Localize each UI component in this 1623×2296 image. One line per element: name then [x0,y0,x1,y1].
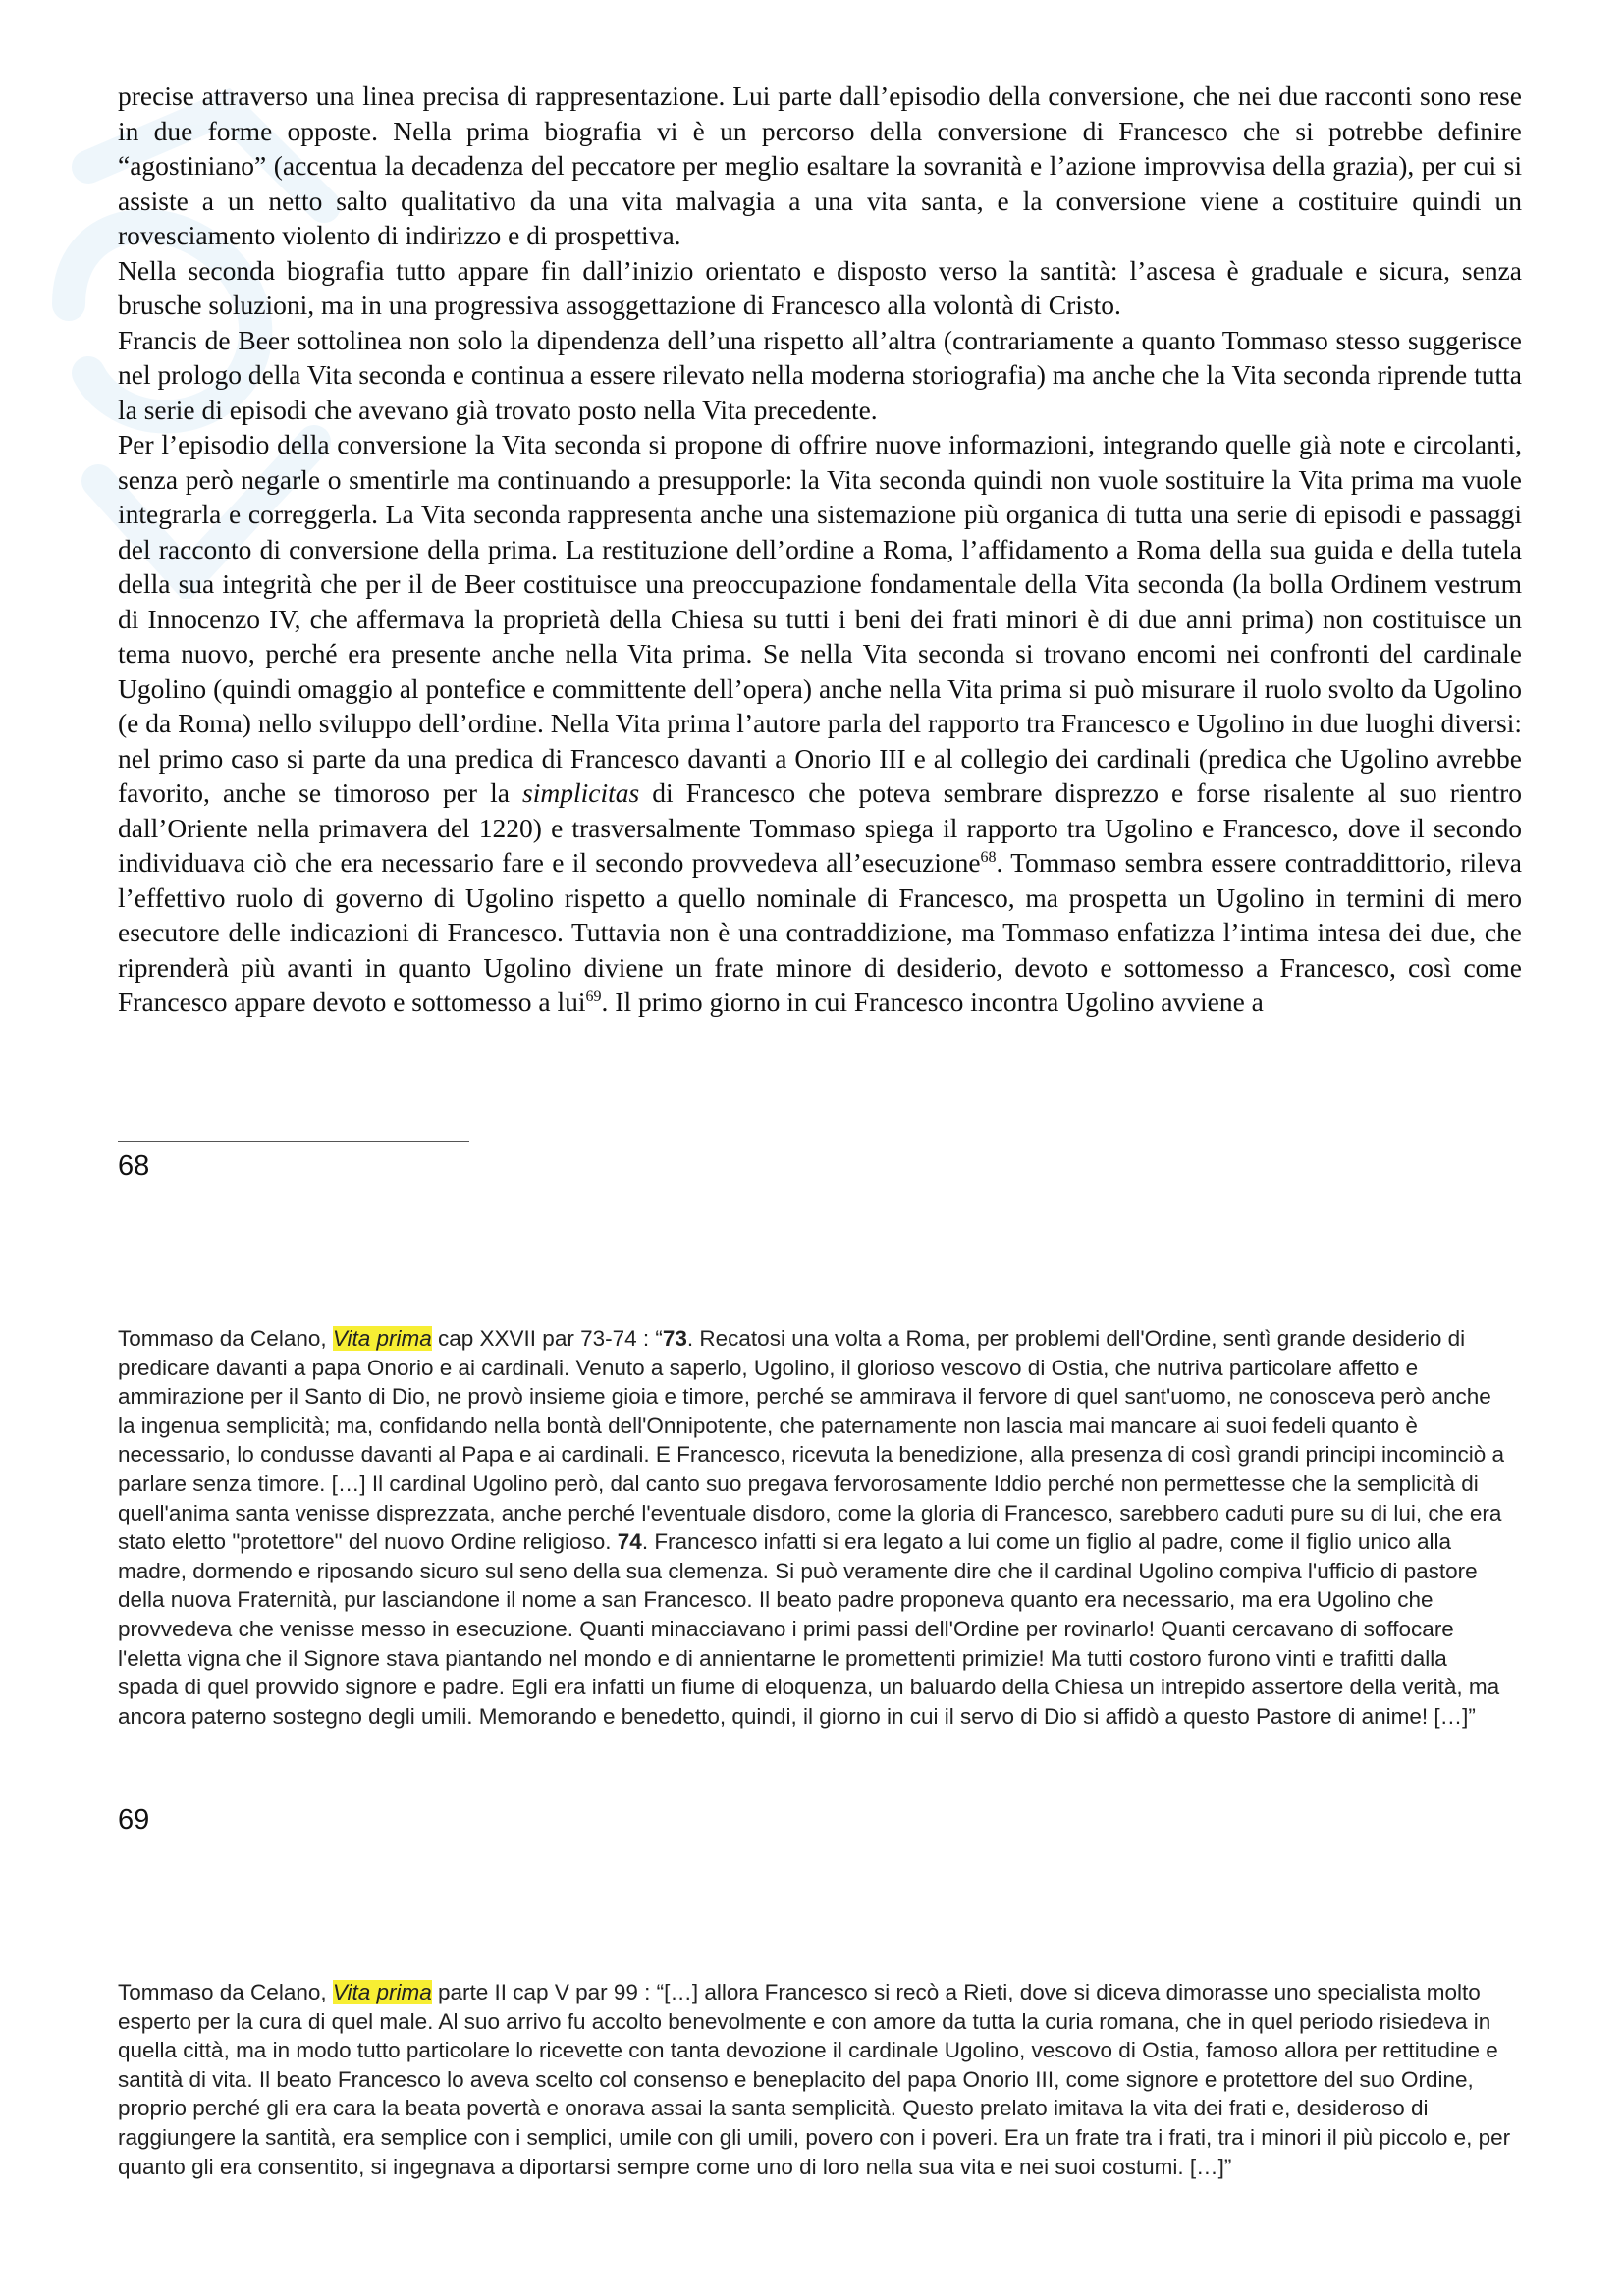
text-segment: Per l’episodio della conversione la Vita seconda si propone di offrire nuove informazioni, integrando quelle già note e circolanti, senza però negarle o smentirle ma continuando a presupporle: la Vita seconda quindi non vuole sostituire la Vita prima ma vuole integrarla e correggerla. La Vita seconda rappresenta anche una sistemazione più organica di tutta una serie di episodi e passaggi del racconto di conversione della prima. La restituzione dell’ordine a Roma, l’affidamento a Roma della sua guida e della tutela della sua integrità che per il de Beer costituisce una preoccupazione fondamentale della Vita seconda (la bolla Ordinem vestrum di Innocenzo IV, che affermava la proprietà della Chiesa su tutti i beni dei frati minori è di due anni prima) non costituisce un tema nuovo, perché era presente anche nella Vita prima. Se nella Vita seconda si trovano encomi nei confronti del cardinale Ugolino (quindi omaggio al pontefice e committente dell’opera) anche nella Vita prima si può misurare il ruolo svolto da Ugolino (e da Roma) nello sviluppo dell’ordine. Nella Vita prima l’autore parla del rapporto tra Francesco e Ugolino in due luoghi diversi: nel primo caso si parte da una predica di Francesco davanti a Onorio III e al collegio dei cardinali (predica che Ugolino avrebbe favorito, anche se timoroso per la [118,429,1522,808]
footnote-number: 69 [118,1804,150,1836]
footnote-separator [118,1141,469,1142]
paragraph-2 [118,253,1522,323]
footnote-text: Tommaso da Celano, [118,1326,333,1351]
text-segment: Francis de Beer sottolinea non solo la dipendenza dell’una rispetto all’altra (contrariamente a quanto Tommaso stesso suggerisce nel prologo della Vita seconda e continua a essere rilevato nella moderna storiografia) ma anche che la Vita seconda riprende tutta la serie di episodi che avevano già trovato posto nella Vita precedente. [118,324,1522,425]
footnote-ref-68[interactable]: 68 [980,848,997,866]
text-segment: Nella seconda biografia tutto appare fin dall’inizio orientato e disposto verso la santità: l’ascesa è graduale e sicura, senza brusche soluzioni, ma in una progressiva assoggettazione di Francesco alla volontà di Cristo. [118,254,1522,320]
text-segment: di Francesco che poteva sembrare disprezzo e forse risalente al suo rientro dall’Oriente nella primavera del 1220) e trasversalmente Tommaso spiega il rapporto tra Ugolino e Francesco, dove il secondo individuava ciò che era necessario fare e il secondo provvedeva all’esecuzione [118,777,1523,878]
text-segment: . Il primo giorno in cui Francesco incontra Ugolino avviene a [601,987,1264,1017]
paragraph-3 [118,323,1522,428]
text-segment: precise attraverso una linea precisa di rappresentazione. Lui parte dall’episodio della conversione, che nei due racconti sono rese in due forme opposte. Nella prima biografia vi è un percorso della conversione di Francesco che si potrebbe definire “agostiniano” (accentua la decadenza del peccatore per meglio esaltare la sovranità e l’azione improvvisa della grazia), per cui si assiste a un netto salto qualitativo da una vita malvagia a una vita santa, e la conversione viene a costituire quindi un rovesciamento violento di indirizzo e di prospettiva. [118,80,1522,250]
paragraph-4 [118,427,1522,1020]
paragraph-number: 74 [617,1529,642,1555]
italic-term: simplicitas [522,777,640,808]
paragraph-1 [118,79,1522,253]
highlighted-title: Vita prima [332,1326,432,1351]
main-body [118,79,1522,1020]
text-segment: . Tommaso sembra essere contraddittorio, rileva l’effettivo ruolo di governo di Ugolino rispetto a quello nominale di Francesco, ma prospetta un Ugolino in termini di mero esecutore delle indicazioni di Francesco. Tuttavia non è una contraddizione, ma Tommaso enfatizza l’intima intesa dei due, che riprenderà più avanti in quanto Ugolino diviene un frate minore di desiderio, devoto e sottomesso a Francesco, così come Francesco appare devoto e sottomesso a lui [118,847,1522,1017]
footnote-number: 68 [118,1150,150,1182]
highlighted-title: Vita prima [332,1980,432,2004]
footnote-68-text [118,1324,1512,1731]
paragraph-number: 73 [662,1326,687,1351]
footnote-text: . Recatosi una volta a Roma, per problemi dell'Ordine, sentì grande desiderio di predicare davanti a papa Onorio e ai cardinali. Venuto a saperlo, Ugolino, il glorioso vescovo di Ostia, che nutriva particolare affetto e ammirazione per il Santo di Dio, ne provò insieme gioia e timore, perché se ammirava il fervore di quel sant'uomo, ne conosceva però anche la ingenua semplicità; ma, confidando nella bontà dell'Onnipotente, che paternamente non lascia mai mancare ai suoi fedeli quanto è necessario, lo condusse davanti al Papa e ai cardinali. E Francesco, ricevuta la benedizione, alla presenza di così grandi principi incominciò a parlare senza timore. […] Il cardinal Ugolino però, dal canto suo pregava fervorosamente Iddio perché non permettesse che la semplicità di quell'anima santa venisse disprezzata, anche perché l'eventuale disdoro, come la gloria di Francesco, sarebbero caduti pure su di lui, che era stato eletto "protettore" del nuovo Ordine religioso. [118,1326,1505,1555]
footnote-text: Tommaso da Celano, [118,1980,333,2004]
footnote-69-text [118,1978,1512,2181]
footnote-text: cap XXVII par 73-74 : “ [431,1326,663,1351]
footnote-text: parte II cap V par 99 : “[…] allora Francesco si recò a Rieti, dove si diceva dimorasse uno specialista molto esperto per la cura di quel male. Al suo arrivo fu accolto benevolmente e con amore da tutta la curia romana, che in quel periodo risiedeva in quella città, ma in modo tutto particolare lo ricevette con tanta devozione il cardinale Ugolino, vescovo di Ostia, famoso allora per rettitudine e santità di vita. Il beato Francesco lo aveva scelto col consenso e beneplacito del papa Onorio III, come signore e protettore del suo Ordine, proprio perché gli era cara la beata povertà e onorava assai la santa semplicità. Questo prelato imitava la vita dei frati e, desideroso di raggiungere la santità, era semplice con i semplici, umile con gli umili, povero con i poveri. Era un frate tra i frati, tra i minori il più piccolo e, per quanto gli era consentito, si ingegnava a diportarsi sempre come uno di loro nella sua vita e nei suoi costumi. […]” [118,1980,1511,2179]
footnote-text: . Francesco infatti si era legato a lui come un figlio al padre, come il figlio unico alla madre, dormendo e riposando sicuro sul seno della sua clemenza. Si può veramente dire che il cardinal Ugolino compiva l'ufficio di pastore della nuova Fraternità, pur lasciandone il nome a san Francesco. Il beato padre proponeva quanto era necessario, ma era Ugolino che provvedeva che venisse messo in esecuzione. Quanti minacciavano i primi passi dell'Ordine per rovinarlo! Quanti cercavano di soffocare l'eletta vigna che il Signore stava piantando nel mondo e di annientarne le promettenti primizie! Ma tutti costoro furono vinti e trafitti dalla spada di quel provvido signore e padre. Egli era infatti un fiume di eloquenza, un baluardo della Chiesa un intrepido assertore della verità, ma ancora paterno sostegno degli umili. Memorando e benedetto, quindi, il giorno in cui il servo di Dio si affidò a questo Pastore di anime! […]” [118,1529,1500,1729]
footnote-ref-69[interactable]: 69 [585,988,602,1005]
